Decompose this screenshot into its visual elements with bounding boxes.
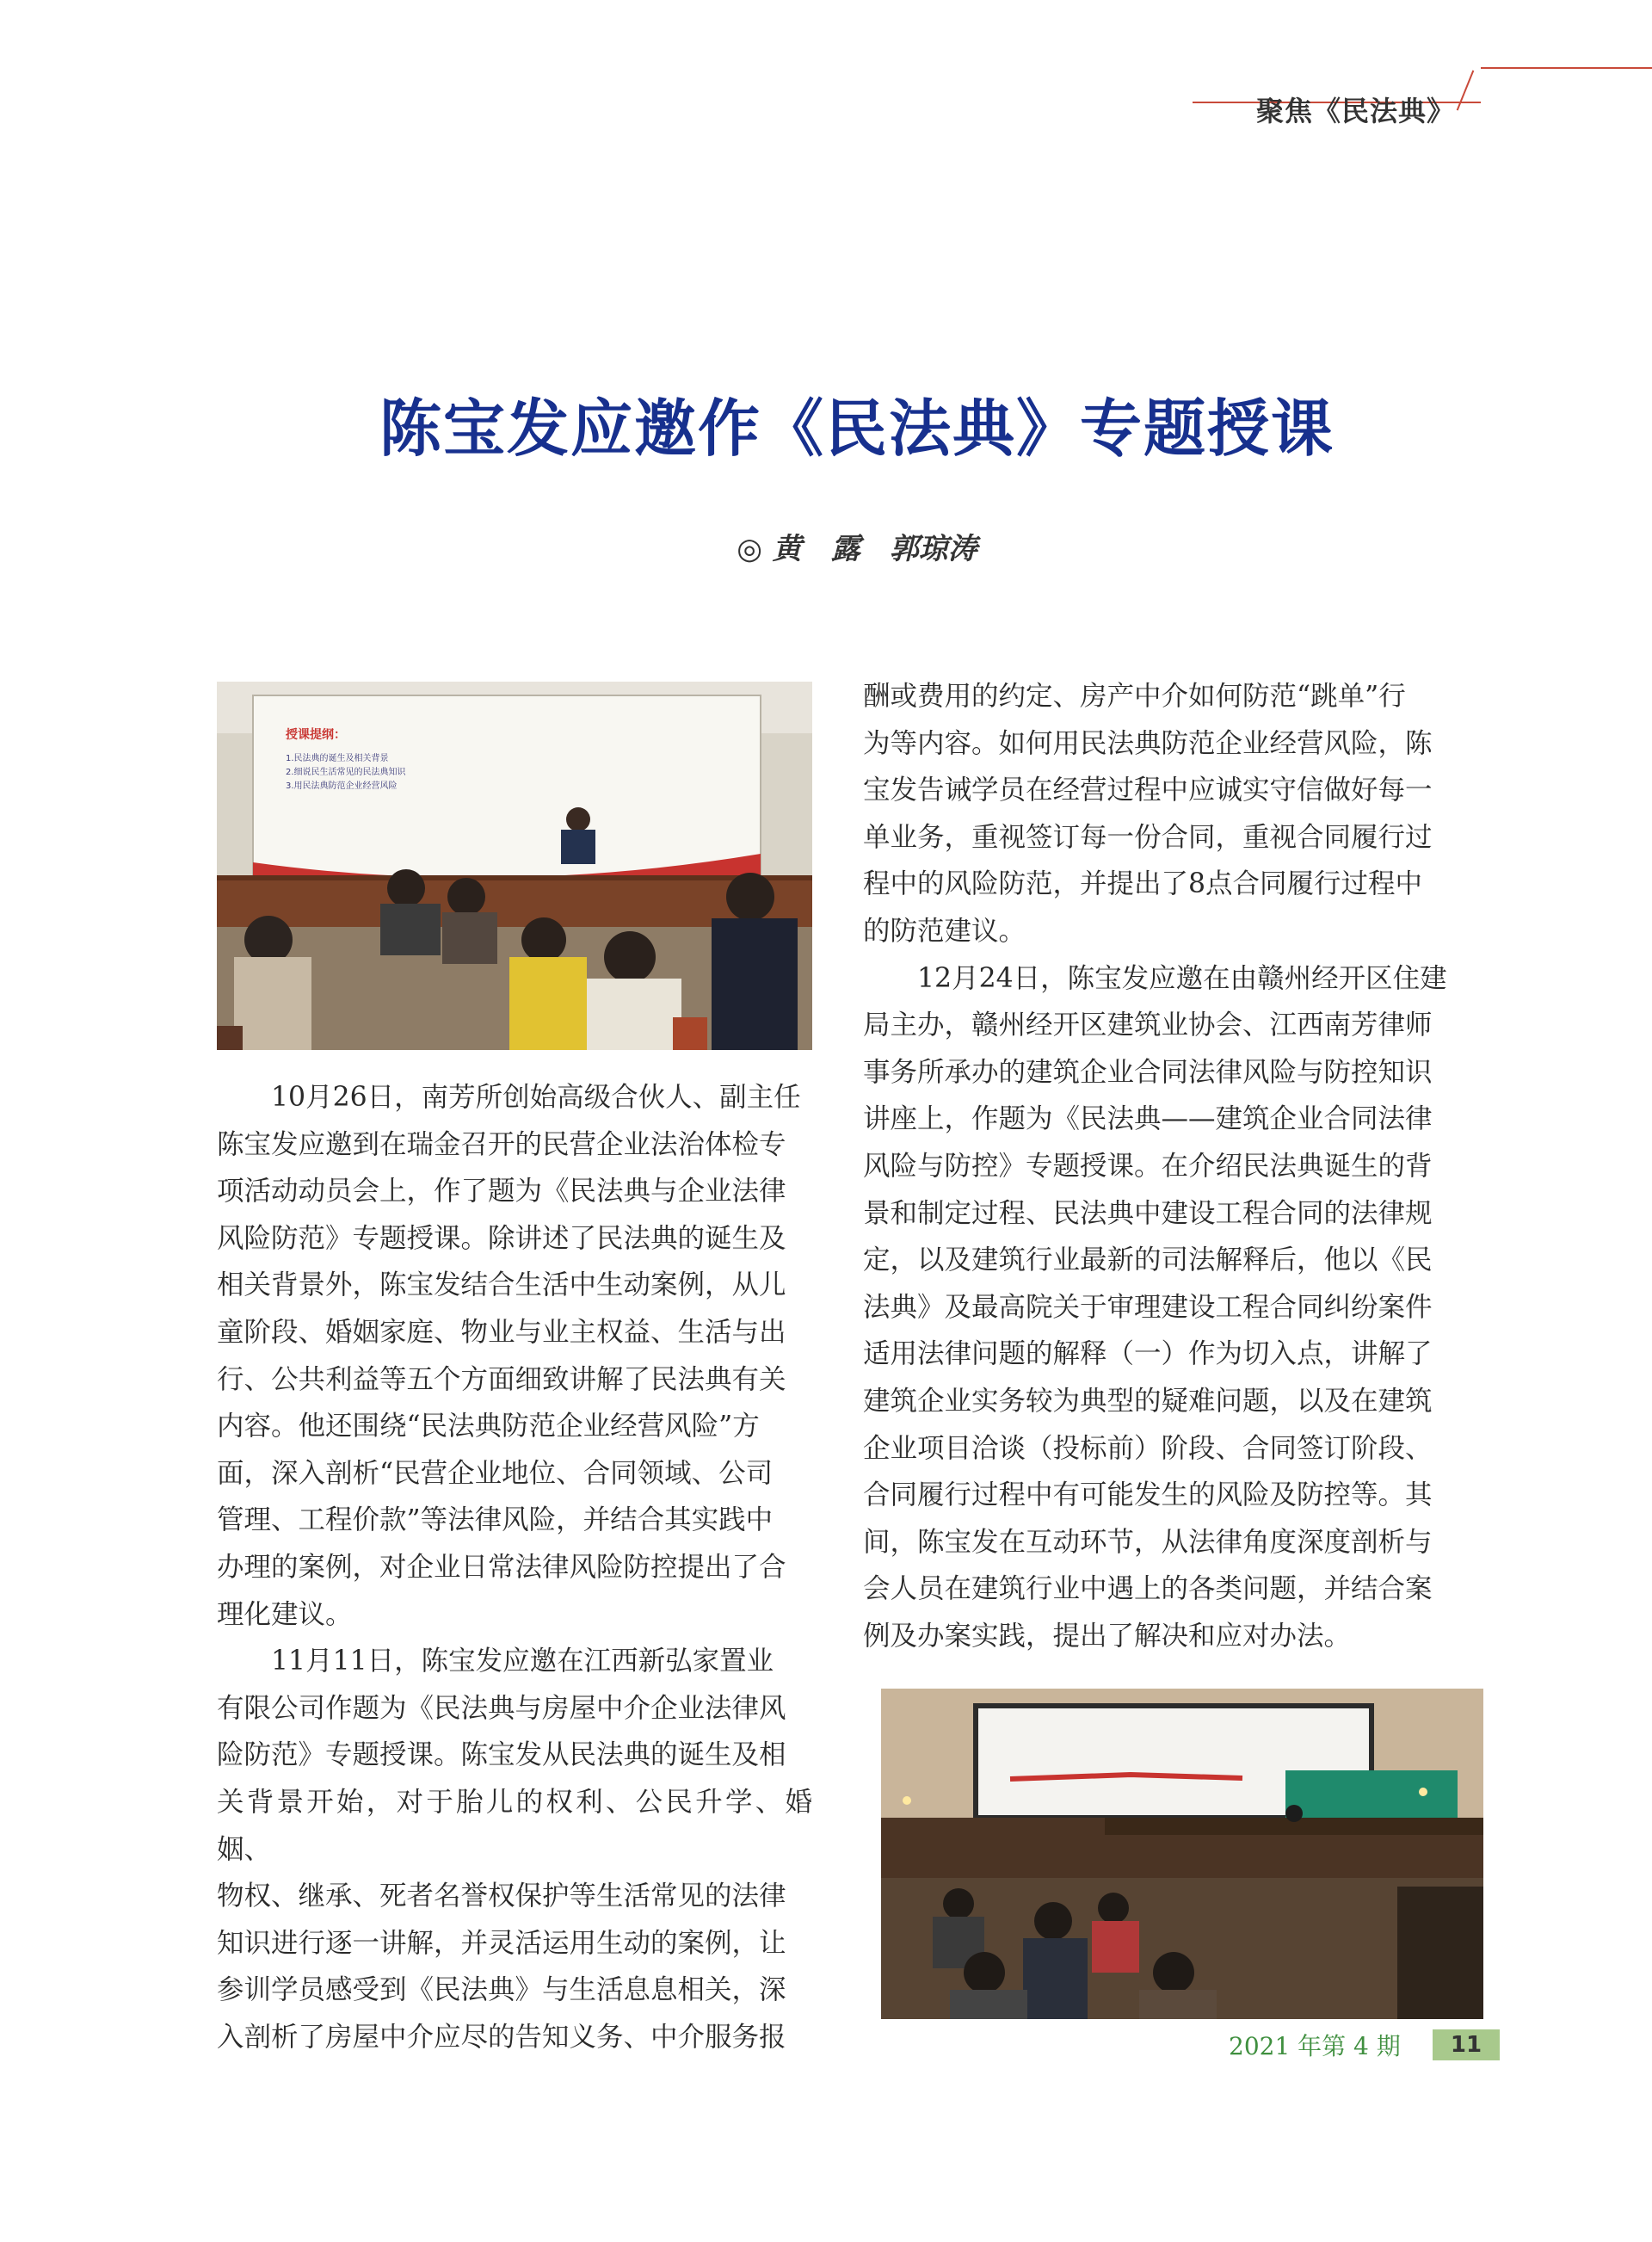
text-line: 程中的风险防范，并提出了8点合同履行过程中: [863, 868, 1423, 900]
text-line: 行、公共利益等五个方面细致讲解了民法典有关: [217, 1363, 786, 1395]
lecture-photo-2: [881, 1689, 1483, 2019]
article-title: 陈宝发应邀作《民法典》专题授课: [379, 392, 1335, 465]
text-line: 定，以及建筑行业最新的司法解释后，他以《民: [863, 1245, 1433, 1276]
text-line: 陈宝发应邀到在瑞金召开的民营企业法治体检专: [217, 1128, 786, 1160]
text-line: 景和制定过程、民法典中建设工程合同的法律规: [863, 1197, 1433, 1229]
slide-heading: 授课提纲：: [286, 728, 346, 742]
text-line: 关背景开始，对于胎儿的权利、公民升学、婚姻、: [217, 1786, 812, 1865]
text-line: 间，陈宝发在互动环节，从法律角度深度剖析与: [863, 1526, 1433, 1558]
text-line: 办理的案例，对企业日常法律风险防控提出了合: [217, 1551, 786, 1583]
text-line: 适用法律问题的解释（一）作为切入点，讲解了: [863, 1338, 1433, 1370]
text-line: 企业项目洽谈（投标前）阶段、合同签订阶段、: [863, 1432, 1433, 1464]
text-line: 童阶段、婚姻家庭、物业与业主权益、生活与出: [217, 1316, 786, 1348]
text-line: 物权、继承、死者名誉权保护等生活常见的法律: [217, 1881, 786, 1912]
text-line: 12月24日，陈宝发应邀在由赣州经开区住建: [917, 962, 1447, 994]
text-line: 的防范建议。: [863, 915, 1026, 947]
text-line: 有限公司作题为《民法典与房屋中介企业法律风: [217, 1692, 786, 1724]
section-header: 聚焦《民法典》: [1256, 95, 1456, 127]
text-line: 参训学员感受到《民法典》与生活息息相关，深: [217, 1974, 786, 2006]
text-line: 11月11日，陈宝发应邀在江西新弘家置业: [271, 1646, 774, 1677]
text-line: 10月26日，南芳所创始高级合伙人、副主任: [271, 1082, 801, 1113]
slide-line-1: 1.民法典的诞生及相关背景: [286, 754, 389, 763]
text-line: 讲座上，作题为《民法典——建筑企业合同法律: [863, 1103, 1433, 1135]
text-line: 法典》及最高院关于审理建设工程合同纠纷案件: [863, 1291, 1433, 1323]
text-line: 酬或费用的约定、房产中介如何防范“跳单”行: [863, 681, 1406, 712]
text-line: 入剖析了房屋中介应尽的告知义务、中介服务报: [217, 2021, 786, 2053]
projection-slide: [253, 695, 761, 886]
issue-label: 2021 年第 4 期: [1229, 2032, 1401, 2060]
header-rule-right: [1481, 67, 1652, 69]
page-number: 11: [1433, 2029, 1500, 2060]
slide-line-3: 3.用民法典防范企业经营风险: [286, 781, 398, 791]
text-line: 项活动动员会上，作了题为《民法典与企业法律: [217, 1176, 786, 1207]
text-line: 内容。他还围绕“民法典防范企业经营风险”方: [217, 1411, 760, 1442]
lecture-photo-1: [217, 682, 812, 1050]
text-line: 建筑企业实务较为典型的疑难问题，以及在建筑: [863, 1385, 1433, 1417]
left-column-text: [217, 1074, 812, 2060]
text-line: 单业务，重视签订每一份合同，重视合同履行过: [863, 821, 1433, 853]
right-column-text: [863, 673, 1481, 1659]
text-line: 风险防范》专题授课。除讲述了民法典的诞生及: [217, 1222, 786, 1254]
header-rule-slash: [1457, 70, 1475, 110]
text-line: 面，深入剖析“民营企业地位、合同领域、公司: [217, 1457, 774, 1489]
text-line: 宝发告诫学员在经营过程中应诚实守信做好每一: [863, 775, 1433, 806]
text-line: 合同履行过程中有可能发生的风险及防控等。其: [863, 1479, 1433, 1511]
text-line: 为等内容。如何用民法典防范企业经营风险，陈: [863, 727, 1433, 759]
text-line: 相关背景外，陈宝发结合生活中生动案例，从儿: [217, 1269, 786, 1301]
article-byline: ◎ 黄 露 郭琼涛: [737, 532, 977, 566]
text-line: 会人员在建筑行业中遇上的各类问题，并结合案: [863, 1573, 1433, 1605]
text-line: 险防范》专题授课。陈宝发从民法典的诞生及相: [217, 1739, 786, 1771]
text-line: 事务所承办的建筑企业合同法律风险与防控知识: [863, 1056, 1433, 1088]
slide-line-2: 2.细说民生活常见的民法典知识: [286, 768, 406, 777]
text-line: 管理、工程价款”等法律风险，并结合其实践中: [217, 1504, 774, 1536]
text-line: 知识进行逐一讲解，并灵活运用生动的案例，让: [217, 1927, 786, 1959]
text-line: 理化建议。: [217, 1598, 353, 1630]
text-line: 例及办案实践，提出了解决和应对办法。: [863, 1620, 1352, 1652]
text-line: 风险与防控》专题授课。在介绍民法典诞生的背: [863, 1150, 1433, 1182]
text-line: 局主办，赣州经开区建筑业协会、江西南芳律师: [863, 1010, 1433, 1041]
